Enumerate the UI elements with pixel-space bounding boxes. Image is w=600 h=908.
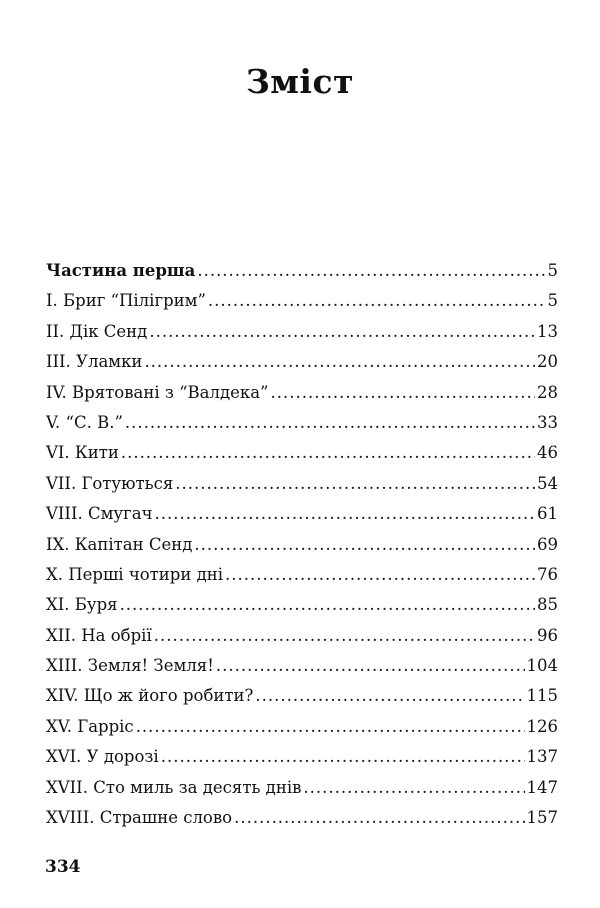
toc-leader-dots: [144, 347, 535, 377]
toc-entry-page: 96: [537, 625, 558, 645]
toc-entry-page: 33: [537, 412, 558, 432]
toc-part-heading[interactable]: [46, 256, 558, 286]
toc-entry-page: 157: [526, 808, 558, 828]
toc-entry-page: 5: [547, 261, 558, 280]
toc-entry-page: 5: [547, 291, 558, 311]
toc-entry-label: XVII. Сто миль за десять днів: [46, 777, 302, 797]
toc-entry-page: 85: [537, 595, 558, 615]
toc-entry[interactable]: [46, 560, 558, 590]
toc-entry-page: 76: [537, 564, 558, 584]
toc-entry-page: 20: [537, 352, 558, 372]
toc-entry[interactable]: [46, 347, 558, 377]
toc-entry-label: I. Бриг “Пілігрим”: [46, 291, 206, 311]
toc-entry[interactable]: [46, 530, 558, 560]
toc-entry[interactable]: [46, 408, 558, 438]
toc-entry[interactable]: [46, 286, 558, 316]
toc-entry-page: 104: [526, 656, 558, 676]
toc-entry-label: XIII. Земля! Земля!: [46, 656, 214, 676]
toc-leader-dots: [303, 773, 524, 803]
toc-leader-dots: [155, 499, 535, 529]
toc-entry[interactable]: [46, 438, 558, 468]
toc-entry-page: 61: [537, 504, 558, 524]
toc-entry-page: 54: [537, 473, 558, 493]
toc-leader-dots: [121, 438, 535, 468]
toc-leader-dots: [125, 408, 535, 438]
toc-entry-label: VIII. Смугач: [46, 504, 153, 524]
toc-leader-dots: [216, 651, 525, 681]
toc-leader-dots: [175, 469, 535, 499]
toc-entry[interactable]: [46, 712, 558, 742]
table-of-contents: [46, 256, 558, 833]
toc-entry[interactable]: [46, 378, 558, 408]
toc-entry-label: XI. Буря: [46, 595, 118, 615]
toc-entry[interactable]: [46, 681, 558, 711]
toc-entry-page: 28: [537, 382, 558, 402]
toc-entry-label: XVIII. Страшне слово: [46, 808, 233, 828]
toc-entry-label: Частина перша: [46, 261, 196, 280]
toc-entry-label: IX. Капітан Сенд: [46, 534, 193, 554]
toc-leader-dots: [197, 256, 545, 286]
toc-leader-dots: [154, 621, 535, 651]
toc-entry-page: 13: [537, 321, 558, 341]
toc-leader-dots: [208, 286, 546, 316]
toc-entry[interactable]: [46, 803, 558, 833]
toc-entry[interactable]: [46, 499, 558, 529]
toc-entry[interactable]: [46, 651, 558, 681]
toc-leader-dots: [120, 590, 535, 620]
toc-entry-label: III. Уламки: [46, 352, 143, 372]
toc-entry-page: 69: [537, 534, 558, 554]
toc-leader-dots: [136, 712, 525, 742]
toc-entry[interactable]: [46, 469, 558, 499]
toc-leader-dots: [194, 530, 535, 560]
toc-entry-page: 147: [526, 777, 558, 797]
toc-entry-label: X. Перші чотири дні: [46, 564, 224, 584]
toc-leader-dots: [161, 742, 525, 772]
page-title: Зміст: [245, 62, 355, 101]
toc-entry-page: 137: [526, 747, 558, 767]
toc-entry-label: VI. Кити: [46, 443, 119, 463]
toc-entry[interactable]: [46, 317, 558, 347]
page-number: 334: [45, 857, 81, 877]
toc-leader-dots: [234, 803, 524, 833]
toc-entry-page: 126: [526, 716, 558, 736]
toc-entry-label: XVI. У дорозі: [46, 747, 159, 767]
toc-entry-label: XII. На обрії: [46, 625, 152, 645]
toc-entry-page: 46: [537, 443, 558, 463]
toc-entry-label: IV. Врятовані з “Валдека”: [46, 382, 269, 402]
toc-leader-dots: [225, 560, 535, 590]
toc-entry-label: VII. Готуються: [46, 473, 174, 493]
toc-entry-label: XV. Гарріс: [46, 716, 134, 736]
toc-entry[interactable]: [46, 742, 558, 772]
toc-leader-dots: [149, 317, 535, 347]
toc-leader-dots: [270, 378, 535, 408]
toc-entry-page: 115: [526, 686, 558, 706]
toc-entry-label: XIV. Що ж його робити?: [46, 686, 254, 706]
toc-entry-label: V. “С. В.”: [46, 412, 123, 432]
toc-entry[interactable]: [46, 621, 558, 651]
toc-entry[interactable]: [46, 590, 558, 620]
toc-leader-dots: [255, 681, 524, 711]
toc-entry[interactable]: [46, 773, 558, 803]
toc-entry-label: II. Дік Сенд: [46, 321, 148, 341]
